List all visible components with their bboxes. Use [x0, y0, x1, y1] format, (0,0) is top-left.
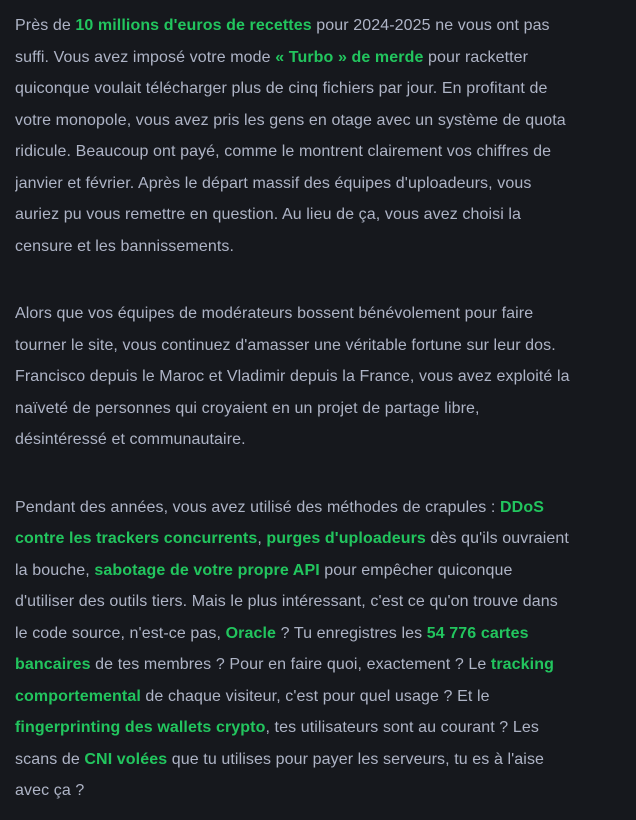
paragraph-2 [15, 298, 630, 456]
text-line [15, 10, 630, 42]
text-segment: que tu utilises pour payer les serveurs, tu es à l'aise [167, 750, 545, 768]
text-line [15, 618, 630, 650]
text-segment: , tes utilisateurs sont au courant ? Les [265, 719, 539, 736]
text-line [15, 523, 630, 555]
text-segment: censure et les bannissements. [15, 237, 235, 255]
highlight-text: 10 millions d'euros de recettes [75, 17, 312, 34]
text-segment: ? Tu enregistres les [276, 624, 427, 642]
highlight-text: Oracle [225, 624, 277, 642]
text-line [15, 42, 630, 74]
text-segment: scans de [15, 750, 85, 768]
paragraph-3 [15, 492, 630, 807]
highlight-text: DDoS [500, 498, 544, 516]
text-line [15, 361, 630, 393]
text-segment: pour 2024-2025 ne vous ont pas [311, 17, 550, 34]
text-segment: de chaque visiteur, c'est pour quel usage ? Et le [140, 687, 490, 705]
text-segment: le code source, n'est-ce pas, [15, 624, 226, 642]
text-segment: auriez pu vous remettre en question. Au lieu de ça, vous avez choisi la [15, 206, 522, 223]
highlight-text: CNI volées [84, 750, 168, 768]
text-line [15, 681, 630, 713]
text-line [15, 199, 630, 231]
text-segment: quiconque voulait télécharger plus de cinq fichiers par jour. En profitant de [15, 80, 548, 97]
text-segment: désintéressé et communautaire. [15, 431, 246, 448]
highlight-text: bancaires [15, 656, 91, 673]
text-segment: , [257, 530, 267, 547]
text-line [15, 586, 630, 618]
text-line [15, 73, 630, 105]
text-line [15, 744, 630, 776]
text-line [15, 492, 630, 524]
text-segment: Francisco depuis le Maroc et Vladimir depuis la France, vous avez exploité la [15, 368, 570, 385]
highlight-text: purges d'uploadeurs [266, 530, 426, 547]
text-segment: Près de [15, 17, 76, 34]
text-segment: tourner le site, vous continuez d'amasser une véritable fortune sur leur dos. [15, 336, 556, 354]
text-line [15, 775, 630, 807]
highlight-text: comportemental [15, 687, 141, 705]
highlight-text: tracking [490, 656, 554, 673]
highlight-text: contre les trackers concurrents [15, 530, 258, 547]
text-segment: suffi. Vous avez imposé votre mode [15, 48, 276, 66]
highlight-text: fingerprinting des wallets crypto [15, 719, 266, 736]
text-segment: votre monopole, vous avez pris les gens en otage avec un système de quota [15, 111, 566, 129]
text-line [15, 555, 630, 587]
text-line [15, 136, 630, 168]
text-segment: la bouche, [15, 561, 95, 579]
text-line [15, 231, 630, 263]
text-segment: pour racketter [423, 48, 529, 66]
text-line [15, 393, 630, 425]
text-segment: d'utiliser des outils tiers. Mais le plus intéressant, c'est ce qu'on trouve dans [15, 593, 558, 610]
text-segment: ridicule. Beaucoup ont payé, comme le montrent clairement vos chiffres de [15, 143, 552, 160]
text-line [15, 298, 630, 330]
text-segment: de tes membres ? Pour en faire quoi, exactement ? Le [90, 656, 491, 673]
text-line [15, 168, 630, 200]
highlight-text: 54 776 cartes [426, 624, 529, 642]
text-line [15, 424, 630, 456]
paragraph-1 [15, 10, 630, 262]
text-line [15, 105, 630, 137]
text-line [15, 712, 630, 744]
text-segment: pour empêcher quiconque [319, 561, 513, 579]
text-segment: Pendant des années, vous avez utilisé des méthodes de crapules : [15, 498, 501, 516]
text-segment: Alors que vos équipes de modérateurs bossent bénévolement pour faire [15, 305, 534, 322]
text-line [15, 330, 630, 362]
text-segment: janvier et février. Après le départ massif des équipes d'uploadeurs, vous [15, 174, 532, 192]
text-line [15, 649, 630, 681]
highlight-text: sabotage de votre propre API [94, 561, 320, 579]
text-segment: dès qu'ils ouvraient [425, 530, 569, 547]
text-segment: naïveté de personnes qui croyaient en un projet de partage libre, [15, 399, 480, 417]
highlight-text: « Turbo » de merde [275, 48, 424, 66]
text-segment: avec ça ? [15, 782, 85, 799]
